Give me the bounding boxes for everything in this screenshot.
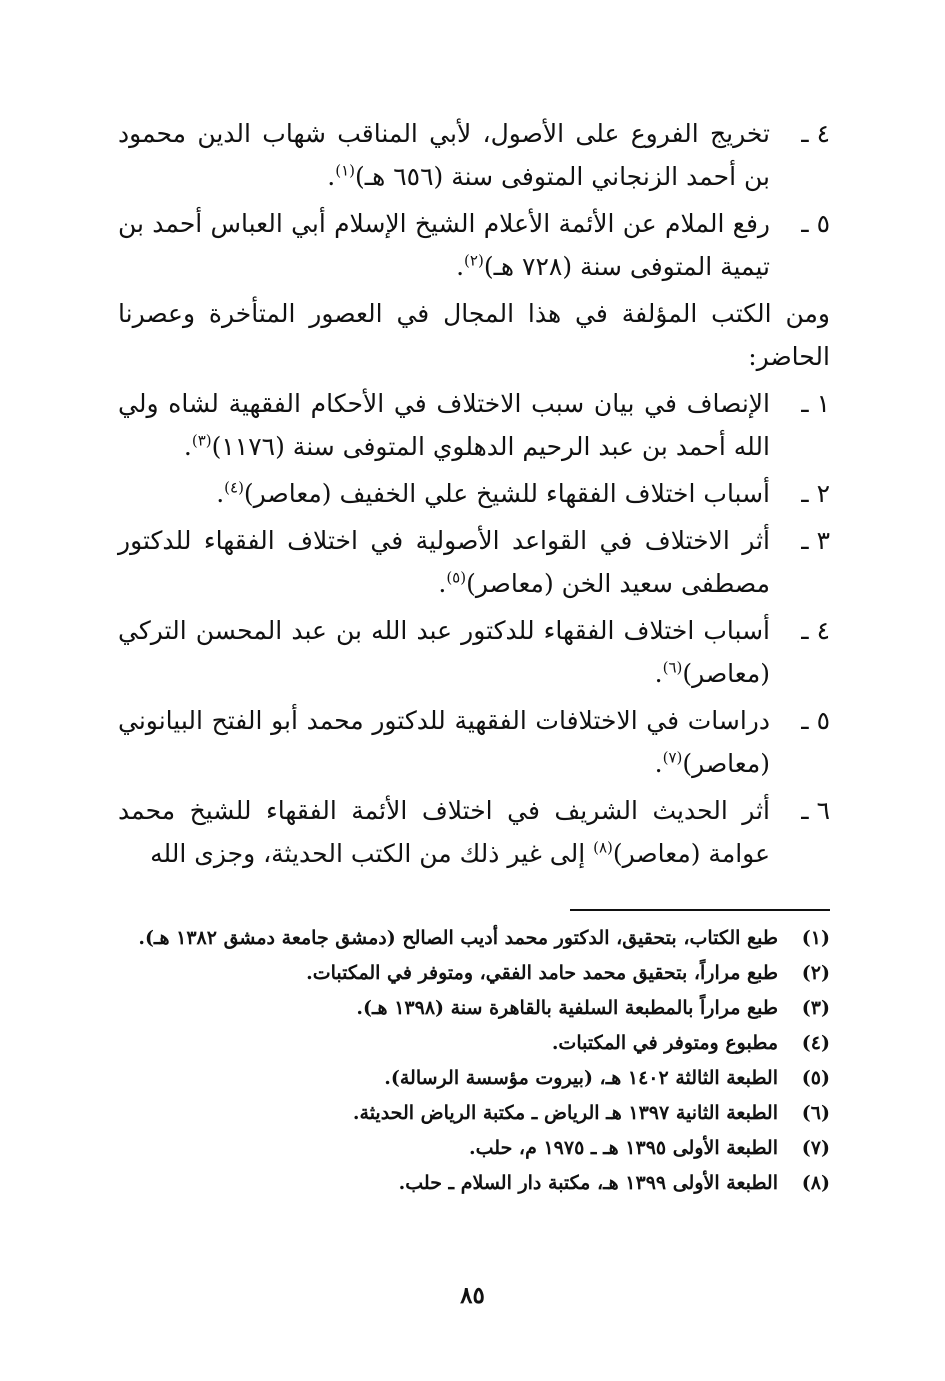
footnote-ref[interactable]: (٤) [224, 478, 244, 497]
intro-paragraph: ومن الكتب المؤلفة في هذا المجال في العصور المتأخرة وعصرنا الحاضر: [118, 299, 830, 371]
footnote [118, 1061, 830, 1095]
footnote-text: مطبوع ومتوفر في المكتبات. [551, 1032, 778, 1054]
footnote-text: الطبعة الأولى ١٣٩٥ هـ ـ ١٩٧٥ م، حلب. [469, 1137, 778, 1159]
item-number: ٦ ـ [801, 796, 830, 825]
item-text: أثر الحديث الشريف في اختلاف الأئمة الفقهاء للشيخ محمد عوامة (معاصر)$^{(٨)}$ إلى غير ذلك من الكتب الحديثة، وجزى الله [118, 796, 770, 868]
footnote-text: الطبعة الأولى ١٣٩٩ هـ، مكتبة دار السلام ـ حلب. [398, 1172, 778, 1194]
footnote-text: الطبعة الثالثة ١٤٠٢ هـ، (بيروت مؤسسة الرسالة). [384, 1067, 778, 1089]
footnote-number: (٧) [801, 1137, 830, 1159]
item-number: ٤ ـ [801, 119, 830, 148]
footnote [118, 956, 830, 990]
footnote [118, 991, 830, 1025]
footnote-text: طبع مراراً، بتحقيق محمد حامد الفقي، ومتوفر في المكتبات. [306, 962, 778, 984]
item-number: ١ ـ [801, 389, 830, 418]
footnote-text: طبع مراراً بالمطبعة السلفية بالقاهرة سنة (١٣٩٨ هـ). [356, 997, 778, 1019]
footnote-ref[interactable]: (٣) [191, 431, 212, 450]
footnote-number: (٣) [801, 997, 830, 1019]
footnote-number: (٨) [801, 1172, 830, 1194]
item-text: أسباب اختلاف الفقهاء للدكتور عبد الله بن عبد المحسن التركي (معاصر)$^{(٦)}$. [118, 616, 770, 688]
footnote [118, 1131, 830, 1165]
item-text: أسباب اختلاف الفقهاء للشيخ علي الخفيف (معاصر)$^{(٤)}$. [216, 478, 770, 508]
footnote-separator [570, 909, 830, 911]
footnote-number: (٢) [801, 962, 830, 984]
footnote-number: (١) [801, 927, 830, 949]
footnote-number: (٤) [801, 1032, 830, 1054]
list-item [118, 382, 830, 468]
footnote-number: (٦) [801, 1102, 830, 1124]
list-item [118, 789, 830, 875]
item-number: ٥ ـ [801, 209, 830, 238]
list-item [118, 112, 830, 198]
footnote [118, 1096, 830, 1130]
item-number: ٥ ـ [801, 706, 830, 735]
list-item [118, 202, 830, 288]
item-text: تخريج الفروع على الأصول، لأبي المناقب شهاب الدين محمود بن أحمد الزنجاني المتوفى سنة (٦٥٦ هـ)$^{(١)}$. [118, 119, 770, 191]
footnote-ref[interactable]: (٢) [464, 251, 484, 270]
item-number: ٣ ـ [801, 526, 830, 555]
footnote-ref[interactable]: (٨) [593, 838, 613, 857]
footnote-text: طبع الكتاب، بتحقيق، الدكتور محمد أديب الصالح (دمشق جامعة دمشق ١٣٨٢ هـ). [138, 927, 778, 949]
item-number: ٤ ـ [801, 616, 830, 645]
footnote [118, 1026, 830, 1060]
footnote-ref[interactable]: (٥) [446, 568, 467, 587]
footnote [118, 921, 830, 955]
page-number: ٨٥ [460, 1282, 485, 1309]
page-body [118, 112, 830, 1201]
item-text: رفع الملام عن الأئمة الأعلام الشيخ الإسلام أبي العباس أحمد بن تيمية المتوفى سنة (٧٢٨ هـ)$^{(٢)}$. [118, 209, 770, 281]
footnote [118, 1166, 830, 1200]
item-text: الإنصاف في بيان سبب الاختلاف في الأحكام الفقهية لشاه ولي الله أحمد بن عبد الرحيم الدهلوي المتوفى سنة (١١٧٦)$^{(٣)}$. [118, 389, 770, 461]
list-item [118, 699, 830, 785]
list-item [118, 519, 830, 605]
item-number: ٢ ـ [801, 479, 830, 508]
item-text: أثر الاختلاف في القواعد الأصولية في اختلاف الفقهاء للدكتور مصطفى سعيد الخن (معاصر)$^{(٥)}$. [118, 526, 770, 598]
footnote-ref[interactable]: (٧) [662, 748, 683, 767]
footnote-number: (٥) [801, 1067, 830, 1089]
list-item [118, 609, 830, 695]
item-text: دراسات في الاختلافات الفقهية للدكتور محمد أبو الفتح البيانوني (معاصر)$^{(٧)}$. [118, 706, 770, 778]
footnote-text: الطبعة الثانية ١٣٩٧ هـ الرياض ـ مكتبة الرياض الحديثة. [352, 1102, 778, 1124]
footnote-ref[interactable]: (٦) [662, 658, 683, 677]
list-item [118, 472, 830, 515]
footnote-ref[interactable]: (١) [335, 161, 355, 180]
